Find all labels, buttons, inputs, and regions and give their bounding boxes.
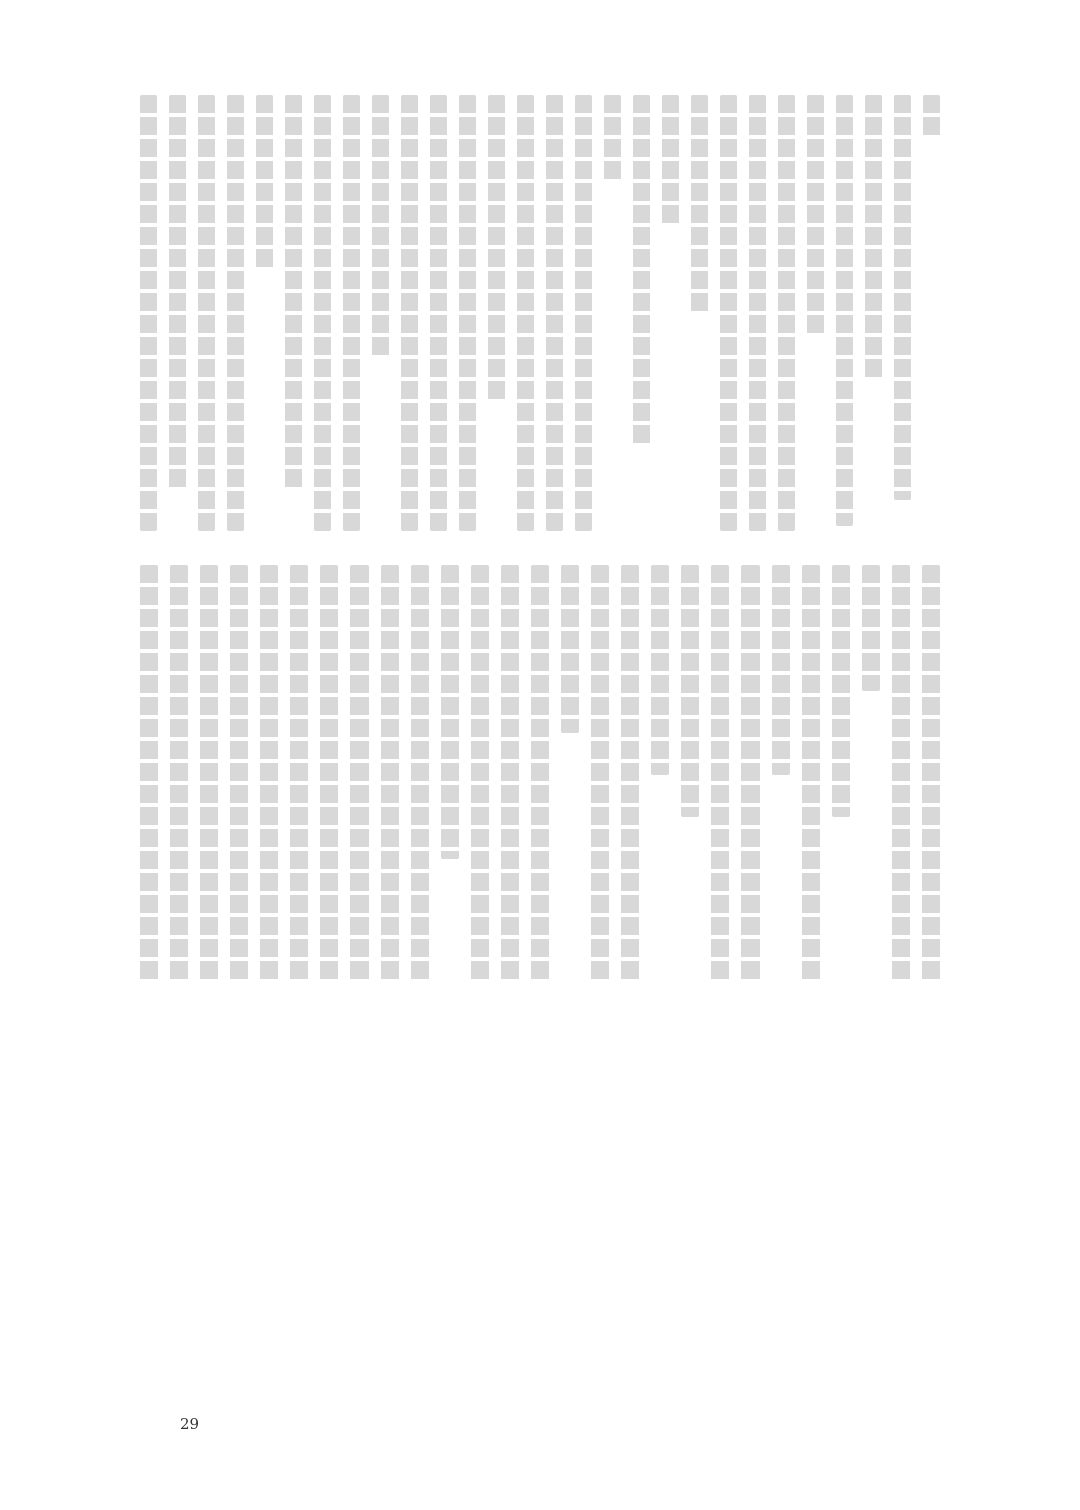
text-column (285, 95, 302, 491)
text-column (836, 95, 853, 526)
text-column (314, 95, 331, 531)
text-column (430, 95, 447, 531)
text-column (561, 565, 579, 733)
text-column (200, 565, 218, 981)
text-column (140, 95, 157, 531)
text-column (778, 95, 795, 531)
text-column (411, 565, 429, 981)
text-column (343, 95, 360, 531)
text-column (372, 95, 389, 359)
text-column (575, 95, 592, 531)
text-column (198, 95, 215, 531)
text-column (140, 565, 158, 981)
text-columns-bottom (140, 565, 940, 985)
text-column (720, 95, 737, 531)
text-column (381, 565, 399, 981)
text-column (681, 565, 699, 817)
text-column (169, 95, 186, 491)
text-column (227, 95, 244, 531)
text-column (922, 565, 940, 981)
text-column (802, 565, 820, 981)
text-column (230, 565, 248, 981)
text-column (290, 565, 308, 981)
text-column (865, 95, 882, 381)
text-column (501, 565, 519, 981)
text-column (923, 95, 940, 139)
text-column (892, 565, 910, 981)
text-column (662, 95, 679, 227)
text-column (320, 565, 338, 981)
text-column (711, 565, 729, 981)
text-column (807, 95, 824, 337)
page-number: 29 (180, 1415, 200, 1433)
text-column (170, 565, 188, 981)
text-column (621, 565, 639, 981)
text-column (862, 565, 880, 691)
text-column (350, 565, 368, 981)
text-column (441, 565, 459, 859)
text-column (633, 95, 650, 447)
text-column (517, 95, 534, 531)
text-column (749, 95, 766, 531)
text-column (772, 565, 790, 775)
text-column (741, 565, 759, 981)
text-column (591, 565, 609, 981)
text-column (832, 565, 850, 817)
text-column (894, 95, 911, 500)
text-column (604, 95, 621, 183)
text-column (651, 565, 669, 775)
text-column (546, 95, 563, 531)
text-column (401, 95, 418, 531)
text-column (471, 565, 489, 981)
text-column (531, 565, 549, 981)
text-column (488, 95, 505, 403)
text-column (459, 95, 476, 531)
text-column (260, 565, 278, 981)
text-column (691, 95, 708, 315)
text-column (256, 95, 273, 271)
text-columns-top (140, 95, 940, 535)
